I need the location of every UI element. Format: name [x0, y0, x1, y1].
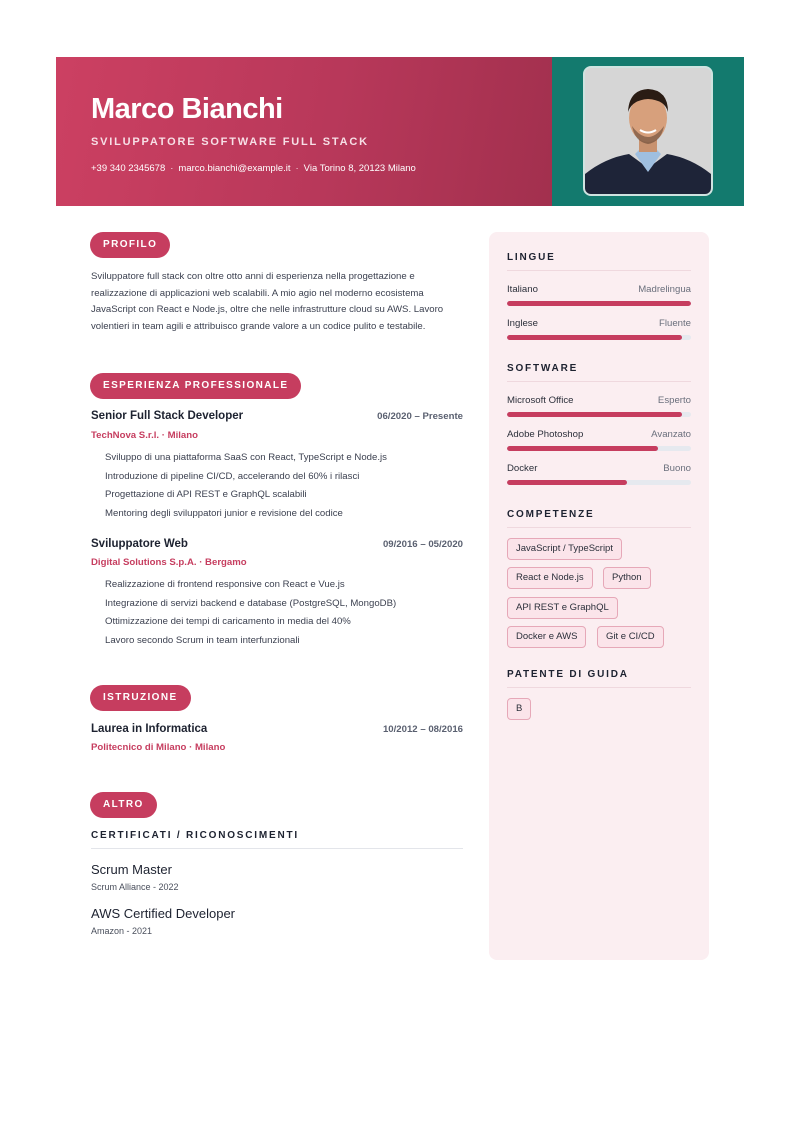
- section-pill-profile: PROFILO: [90, 232, 170, 258]
- certificate-meta: Amazon - 2021: [91, 926, 153, 936]
- section-pill-other: ALTRO: [90, 792, 157, 818]
- education-dates: 10/2012 – 08/2016: [382, 724, 463, 735]
- list-item: Integrazione di servizi backend e database (PostgreSQL, MongoDB): [105, 597, 397, 609]
- phone-number: +39 340 2345678: [91, 163, 166, 174]
- level-bar-fill: [507, 301, 691, 306]
- job-header: [91, 538, 463, 550]
- photo-panel: [552, 57, 744, 206]
- languages-heading: LINGUE: [507, 252, 691, 271]
- skill-tag: Git e CI/CD: [597, 626, 664, 648]
- list-item: Sviluppo di una piattaforma SaaS con React, TypeScript e Node.js: [105, 452, 387, 463]
- section-pill-experience: ESPERIENZA PROFESSIONALE: [90, 373, 301, 399]
- language-level: Madrelingua: [638, 284, 691, 295]
- contact-separator: ·: [170, 163, 174, 174]
- software-row: [507, 429, 691, 440]
- level-bar-fill: [507, 446, 658, 451]
- email-address: marco.bianchi@example.it: [178, 163, 291, 174]
- software-level: Avanzato: [651, 429, 691, 440]
- job-title: SVILUPPATORE SOFTWARE FULL STACK: [91, 136, 369, 148]
- software-name: Docker: [507, 463, 538, 474]
- certificate-name: Scrum Master: [91, 862, 172, 877]
- license-heading: PATENTE DI GUIDA: [507, 669, 691, 688]
- software-name: Microsoft Office: [507, 395, 574, 406]
- profile-photo: [583, 66, 713, 196]
- education-header: [91, 723, 463, 735]
- job-header: [91, 410, 463, 422]
- profile-summary: Sviluppatore full stack con oltre otto anni di esperienza nella progettazione e realizzazione di applicazioni web scalabili. A mio agio nel moderno ecosistema JavaScript con React e Node.js, oltre che nelle infrastrutture cloud su AWS. Lavoro volentieri in team agili e attribuisco grande valore a un codice pulito e testabile.: [91, 271, 444, 332]
- skill-tag: JavaScript / TypeScript: [507, 538, 622, 560]
- list-item: Mentoring degli sviluppatori junior e revisione del codice: [105, 507, 343, 519]
- job-bullets: [105, 449, 387, 523]
- skill-tag: API REST e GraphQL: [507, 597, 618, 619]
- job-dates: 06/2020 – Presente: [377, 411, 463, 422]
- list-item: Lavoro secondo Scrum in team interfunzionali: [105, 634, 300, 646]
- portrait-image: [585, 68, 711, 194]
- job-bullets: [105, 576, 396, 650]
- skill-tag: Docker e AWS: [507, 626, 586, 648]
- software-heading: SOFTWARE: [507, 363, 691, 382]
- certificate-name: AWS Certified Developer: [91, 906, 236, 921]
- level-bar-fill: [507, 412, 682, 417]
- level-bar: [507, 480, 691, 485]
- language-level: Fluente: [659, 318, 691, 329]
- software-level: Esperto: [657, 395, 691, 406]
- language-row: [507, 284, 691, 295]
- job-company: TechNova S.r.l. · Milano: [91, 430, 198, 441]
- job-role: Sviluppatore Web: [91, 538, 188, 550]
- software-name: Adobe Photoshop: [507, 429, 584, 440]
- list-item: Introduzione di pipeline CI/CD, accelerando del 60% i rilasci: [105, 470, 360, 482]
- level-bar: [507, 301, 691, 306]
- postal-address: Via Torino 8, 20123 Milano: [303, 163, 416, 174]
- contact-line: [91, 163, 416, 174]
- software-level: Buono: [663, 463, 691, 474]
- license-tag: B: [507, 698, 531, 720]
- list-item: Ottimizzazione dei tempi di caricamento in media del 40%: [105, 616, 351, 627]
- list-item: Progettazione di API REST e GraphQL scalabili: [105, 489, 307, 500]
- language-name: Inglese: [507, 318, 538, 329]
- skills-heading: COMPETENZE: [507, 509, 691, 528]
- level-bar: [507, 412, 691, 417]
- skill-tag: React e Node.js: [507, 567, 593, 589]
- level-bar: [507, 446, 691, 451]
- job-dates: 09/2016 – 05/2020: [382, 539, 463, 550]
- school-name: Politecnico di Milano · Milano: [91, 742, 226, 753]
- header-banner: [56, 57, 552, 206]
- job-role: Senior Full Stack Developer: [91, 410, 244, 422]
- language-row: [507, 318, 691, 329]
- level-bar: [507, 335, 691, 340]
- language-name: Italiano: [507, 284, 538, 295]
- software-row: [507, 463, 691, 474]
- sidebar: [489, 232, 709, 960]
- contact-separator: ·: [295, 163, 299, 174]
- list-item: Realizzazione di frontend responsive con React e Vue.js: [105, 579, 345, 590]
- software-row: [507, 395, 691, 406]
- candidate-name: Marco Bianchi: [91, 93, 283, 125]
- resume-header: [56, 57, 744, 206]
- skill-tag: Python: [603, 567, 651, 589]
- degree-name: Laurea in Informatica: [91, 723, 208, 735]
- certificate-meta: Scrum Alliance - 2022: [91, 882, 179, 892]
- section-pill-education: ISTRUZIONE: [90, 685, 191, 711]
- certificates-heading: CERTIFICATI / RICONOSCIMENTI: [91, 830, 463, 849]
- level-bar-fill: [507, 335, 682, 340]
- level-bar-fill: [507, 480, 627, 485]
- job-company: Digital Solutions S.p.A. · Bergamo: [91, 557, 247, 568]
